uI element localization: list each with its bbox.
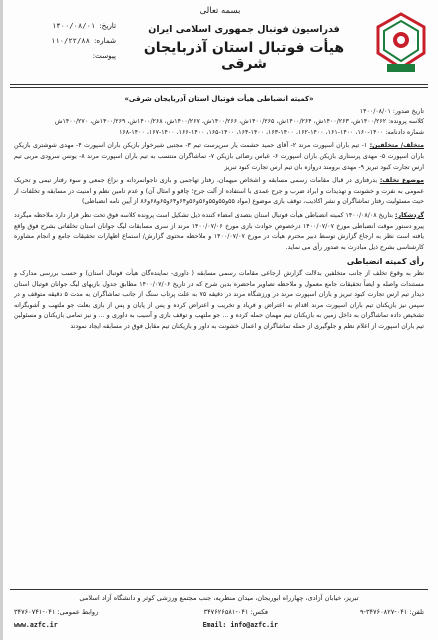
federation-name: فدراسیون فوتبال جمهوری اسلامی ایران	[148, 24, 340, 35]
date-value: ۱۴۰۰/۰۸/۰۱	[51, 21, 96, 30]
attachment-label: پیوست:	[92, 51, 116, 60]
summary-text: بتاریخ ۱۴۰۰/۰۸/۰۸ کمیته انضباطی هیأت فوتبال استان بتصدی امضاء کننده ذیل تشکیل است پرونده کلاسه فوق تحت نظر قرار دارد ملاحظه میگردد پیرو دستور موقت انضباطی مورخ ۱۴۰۰/۰۷/۰۷ درخصوص حوادث بازی مورخ ۱۴۰۰/۰۷/۰۶ مرند از سری مسابقات لیگ جوانان استان تخلفاتی بشرح فوق واقع یافته است نظر به ارجاع گزارش توسط دبیر محترم هیأت در مورخ ۱۴۰۰/۰۷/۰۷ و ملاحظه محتوی گزارش/ استماع اظهارات تحقیقات جامع و انجام مشاوره کارشناسی بشرح ذیل مبادرت به صدور رأی می نماید.	[14, 211, 424, 251]
verdict-numbers: شماره دادنامه: ۱۴۰۰-۱۶۰، ۱۴۰۰-۱۶۱، ۱۴۰۰-۱۶۲، ۱۴۰۰-۱۶۳، ۱۴۰۰-۱۶۴، ۱۴۰۰-۱۶۵، ۱۴۰۰-۱۶۶، ۱۴۰۰-۱۶۷، ۱۴۰۰-۱۶۸	[119, 128, 424, 136]
offense-paragraph	[14, 176, 424, 208]
violators-paragraph	[14, 141, 424, 173]
footer-email: Email: info@azfc.ir	[202, 621, 278, 629]
offense-text: بدرفتاری در قبال مقامات رسمی مسابقه و اشخاص میهمان، رفتار تهاجمی و بازی ناجوانمردانه و نزاع جمعی و سوء رفتار تیمی و تحریک عمومی به نفرت و خشونت و تهدیدات و ایراد ضرب و جرح عمدی با استفاده از آلت جرح؛ چاقو و امثال آن) و عدم تامین نظم و امنیت در مسابقه و تخلفات از حیث مسئولیت رفتار تماشاگران و نشر اکاذیب، توقف بازی موضوع (مواد ۵۵و۵۵و۵۵و۵۶و۵۶و۶۴و۶۴و۶۵و۶۸و۸۶ از آیین نامه انضباطی)	[14, 177, 424, 206]
date-row	[16, 18, 116, 33]
number-row	[16, 33, 116, 48]
footer-fax: فکس: ۰۴۱-۳۴۷۶۲۶۵۸۱	[203, 608, 268, 616]
issue-date: تاریخ صدور: ۱۴۰۰/۰۸/۰۱	[359, 107, 424, 115]
footer-pr-phone: روابط عمومی: ۰۴۱-۳۴۷۶۰۷۴۱	[14, 608, 99, 616]
letter-body	[14, 94, 424, 588]
letter-footer	[10, 589, 428, 634]
ruling-text: نظر به وقوع تخلف از جانب متخلفین بدلالت گزارش ارجاعی مقامات رسمی مسابقه ( داوری- نماینده‌گان هیأت فوتبال استان) و حسب بررسی مدارک و مستندات واصله و ایضاً تحقیقات جامع معمول و ملاحظه تصاویر ماحضره بدین شرح که در تاریخ ۱۴۰۰/۰۷/۰۶ مطابق جدول بازیهای لیگ جوانان فوتبال استان دیدار تیم ارس تجارت کبود تبریز و باران اسپورت مرند در ورزشگاه مرند در دقیقه ۷۵ به علت پرتاب سنگ از جانب تماشاگران به مدت ۵ دقیقه متوقف و در سپس نیز بازیکنان تیم باران اسپورت مرند اقدام به اعتراض و فریاد و تخریب و اعتراض کرده و پس از پایان و پس از بازی بعلت جو ملتهب و آشوبگرانه تشخیص داده تماشاگران به داخل زمین به بازیکنان تیم مهمان حمله کرده و ... جو ملتهب و توقف بازی و آسیب به داوری و ... و نیز تمامی بازیکنان و مسئولین تیم باران اسپورت از اعلام نظم و جلوگیری از حمله تماشاگران و اعمال خشونت به داور و بازیکنان تیم مقابل فوق در مسابقه ایجاد نمودند	[14, 269, 424, 330]
bismillah: بسمه تعالی	[199, 6, 241, 16]
letterhead	[0, 0, 438, 85]
header-rule-thin	[10, 87, 428, 88]
violators-text: ۱- تیم باران اسپورت مرند ۲- آقای حمید حشمت یار سرپرست تیم ۳- مجتبی شیرخوار بازیکن باران اسپورت ۴- مهدی شوشتری بازیکن باران اسپورت ۵- مهدی پرستاری بازیکن باران اسپورت ۶- عباس رضائی بازیکن ۷- تماشاگران منتسب به تیم باران اسپورت مرند ۸- یونس سرودی مربی تیم ارس تجارت کبود تبریز ۹- مهدی برومند دروازه بان تیم ارس تجارت کبود تبریز	[14, 142, 424, 171]
attachment-row	[16, 48, 116, 63]
summary-paragraph	[14, 211, 424, 253]
header-rule	[10, 84, 428, 85]
document-meta	[16, 18, 116, 63]
number-label: شماره:	[93, 36, 116, 45]
violators-label: متخلف/ متخلفین:	[369, 142, 424, 150]
federation-logo-icon	[374, 12, 428, 74]
number-value: ۱۱۰/۲۲/۸۸	[51, 36, 90, 45]
board-name: هیأت فوتبال استان آذربایجان شرقی	[143, 40, 345, 72]
summary-label: گردشکار:	[395, 211, 424, 219]
ruling-heading: رأی کمیته انضباطی	[346, 257, 424, 267]
committee-title: «کمیته انضباطی هیأت فوتبال استان آذربایجان شرقی»	[124, 95, 314, 103]
offense-label: موضوع تخلف:	[379, 177, 424, 185]
case-numbers: کلاسه پرونده: ۱۴۰۰/۲۶۲ش، ۱۴۰۰/۲۶۳ش، ۱۴۰۰/۲۶۴ش، ۱۴۰۰/۲۶۵ش، ۱۴۰۰/۲۶۶ش، ۱۴۰۰/۲۶۷ش، ۱۴۰۰/۲۶۸ش، ۱۴۰۰/۲۶۹ش، ۱۴۰۰/۲۷۰ش	[54, 118, 424, 126]
scan-edge-shadow	[0, 0, 3, 640]
footer-address: تبریز، خیابان آزادی، چهارراه ابوریحان، میدان منظریه، جنب مجتمع ورزشی کوثر و دانشگاه آزاد اسلامی	[79, 594, 359, 602]
footer-website: www.azfc.ir	[14, 621, 58, 629]
footer-phone: تلفن: ۰۴۱-۳۴۷۶۰۸۲۷-۹	[360, 608, 424, 616]
date-label: تاریخ:	[99, 21, 116, 30]
